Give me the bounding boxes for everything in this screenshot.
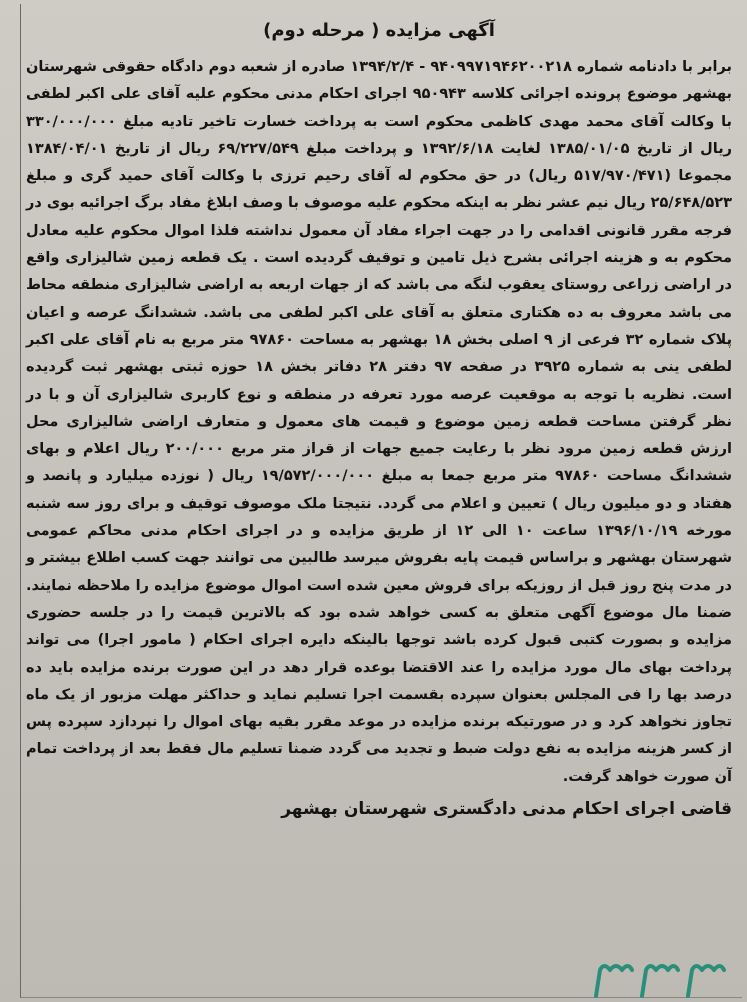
notice-body: برابر با دادنامه شماره ۹۴۰۹۹۷۱۹۴۶۲۰۰۲۱۸ - ۱۳۹۴/۲/۴ صادره از شعبه دوم دادگاه حقوقی شهرستان بهشهر موضوع پرونده اجرائی کلاسه ۹۵۰۹۴۳ اجرای احکام مدنی محکوم علیه آقای علی اکبر لطفی با وکالت آقای محمد مهدی کاظمی محکوم است به پرداخت خسارت تاخیر تادیه مبلغ ۳۳۰/۰۰۰/۰۰۰ ریال از تاریخ ۱۳۸۵/۰۱/۰۵ لغایت ۱۳۹۲/۶/۱۸ و پرداخت مبلغ ۶۹/۲۲۷/۵۴۹ ریال از تاریخ ۱۳۸۴/۰۴/۰۱ مجموعا (۵۱۷/۹۷۰/۴۷۱ ریال) در حق محکوم له آقای رحیم ترزی با وکالت آقای حمید گری و مبلغ ۲۵/۶۴۸/۵۲۳ ریال نیم عشر نظر به اینکه محکوم علیه موصوف با وصف ابلاغ مفاد برگ اجرائیه بوی در فرجه مقرر قانونی اقدامی را در جهت اجراء مفاد آن معمول نداشته فلذا اموال محکوم علیه معادل محکوم به و هزینه اجرائی بشرح ذیل تامین و توقیف گردیده است . یک قطعه زمین شالیزاری واقع در اراضی زراعی روستای یعقوب لنگه می باشد که از جهات اربعه به اراضی شالیزاری منطقه محاط می باشد معروف به ده هکتاری متعلق به آقای علی اکبر لطفی می باشد. ششدانگ عرصه و اعیان پلاک شماره ۳۲ فرعی از ۹ اصلی بخش ۱۸ بهشهر به مساحت ۹۷۸۶۰ متر مربع به نام آقای علی اکبر لطفی ینی به شماره ۳۹۲۵ در صفحه ۹۷ دفتر ۲۸ دفاتر بخش ۱۸ حوزه ثبتی بهشهر ثبت گردیده است. نظریه با توجه به موقعیت عرصه مورد تعرفه در منطقه و نوع کاربری شالیزاری آن و با در نظر گرفتن مساحت قطعه زمین موضوع و قیمت های معمول و متعارف اراضی شالیزاری محل ارزش قطعه زمین مرود نظر با رعایت جمیع جهات از قراز متر مربع ۲۰۰/۰۰۰ ریال اعلام و بهای ششدانگ مساحت ۹۷۸۶۰ متر مربع جمعا به مبلغ ۱۹/۵۷۲/۰۰۰/۰۰۰ ریال ( نوزده میلیارد و پانصد و هفتاد و دو میلیون ریال ) تعیین و اعلام می گردد. نتیجتا ملک موصوف توقیف و برای روز سه شنبه مورخه ۱۳۹۶/۱۰/۱۹ ساعت ۱۰ الی ۱۲ از طریق مزایده و در اجرای احکام مدنی محاکم عمومی شهرستان بهشهر و براساس قیمت پایه بفروش میرسد طالبین می توانند جهت کسب اطلاع بیشتر و در مدت پنج روز قبل از روزیکه برای فروش معین شده است اموال موضوع مزایده را ملاحظه نمایند. ضمنا مال موضوع آگهی متعلق به کسی خواهد شده بود که بالاترین قیمت را در جلسه حضوری مزایده و بصورت کتبی قبول کرده باشد توجها بالینکه دایره اجرای احکام ( مامور اجرا) می تواند پرداخت بهای مال مورد مزایده را عند الاقتضا بوعده قرار دهد در این صورت برنده مزایده باید ده درصد بها را فی المجلس بعنوان سپرده بقسمت اجرا تسلیم نماید و حداکثر مهلت مزبور از یک ماه تجاوز نخواهد کرد و در صورتیکه برنده مزایده در موعد مقرر بقیه بهای اموال را نپردازد سپرده پس از کسر هزینه مزایده به نفع دولت ضبط و تجدید می گردد ضمنا تسلیم مال فقط بعد از پرداخت تمام آن صورت خواهد گرفت. <box>26 59 733 785</box>
auction-notice <box>26 8 732 823</box>
handwritten-number <box>588 956 738 1002</box>
notice-signature: قاضی اجرای احکام مدنی دادگستری شهرستان بهشهر <box>281 799 732 820</box>
notice-title: آگهی مزایده ( مرحله دوم) <box>263 20 495 41</box>
